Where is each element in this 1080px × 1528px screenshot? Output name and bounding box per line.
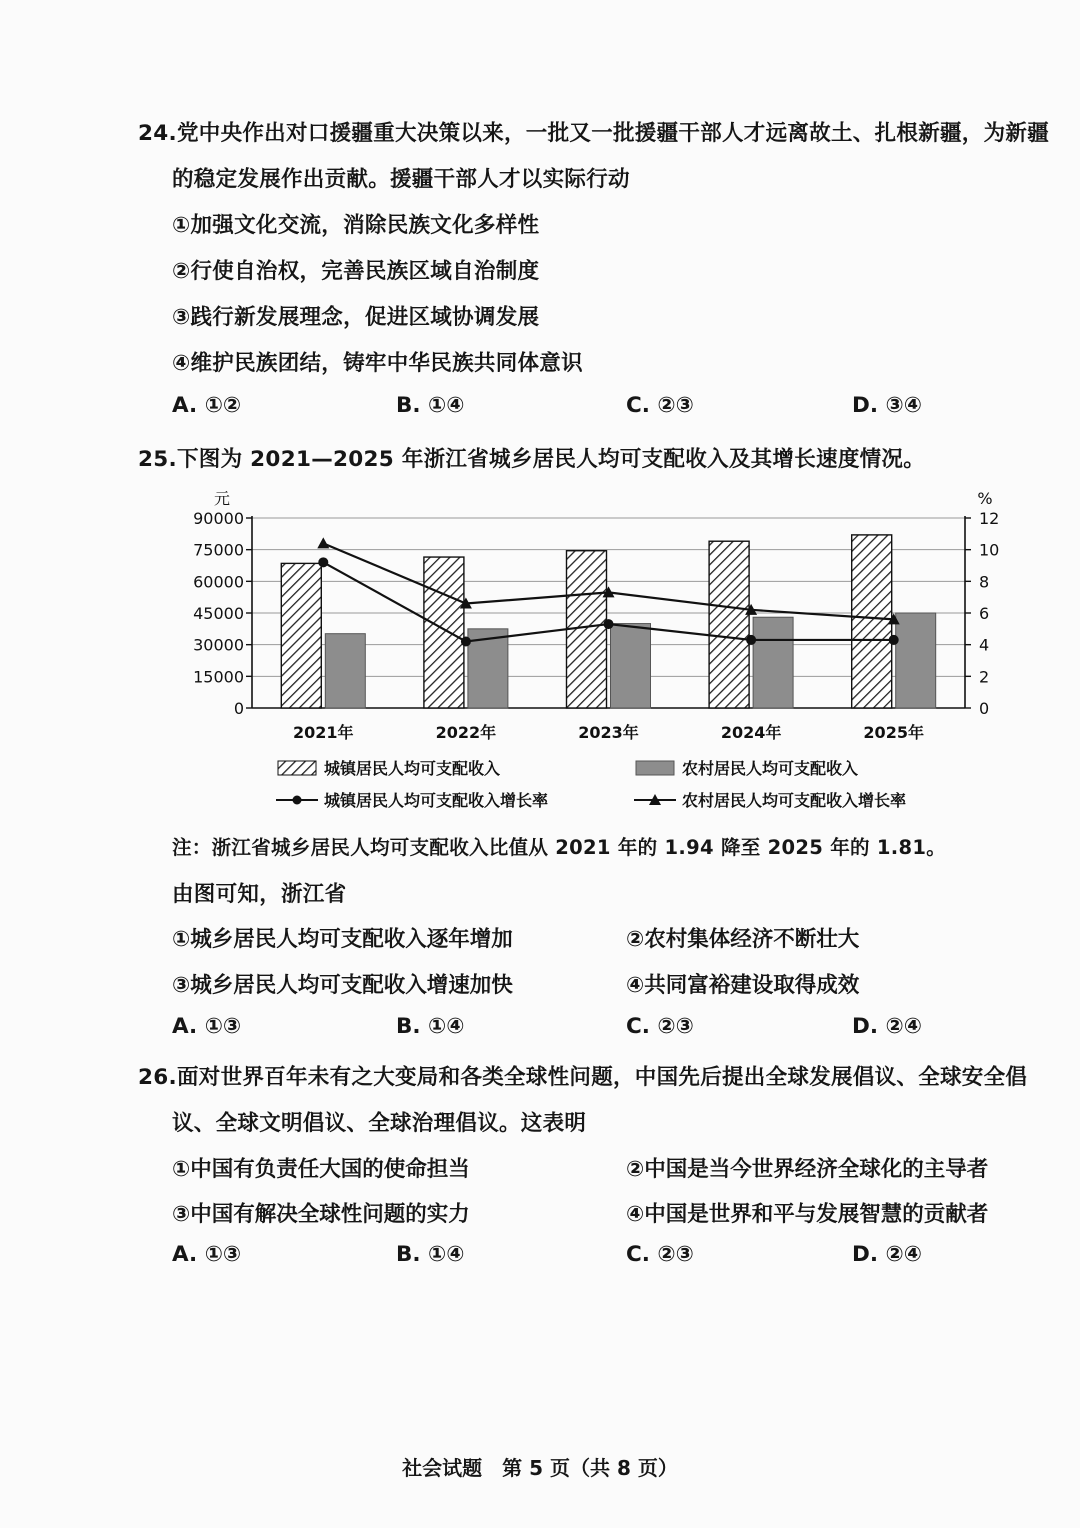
urban-growth-point bbox=[604, 619, 614, 629]
income-chart bbox=[160, 480, 1000, 820]
urban-growth-line bbox=[323, 562, 893, 641]
q26-option-1: ①中国有负责任大国的使命担当 bbox=[172, 1157, 470, 1182]
q24-option-2: ②行使自治权，完善民族区域自治制度 bbox=[172, 259, 540, 284]
y-tick-label-right: 6 bbox=[979, 604, 990, 623]
q25-choice-c: C. ②③ bbox=[626, 1014, 694, 1039]
q24-option-4: ④维护民族团结，铸牢中华民族共同体意识 bbox=[172, 351, 583, 376]
x-category-label: 2025年 bbox=[863, 723, 924, 742]
q25-stem: 25.下图为 2021—2025 年浙江省城乡居民人均可支配收入及其增长速度情况。 bbox=[138, 447, 926, 472]
legend-swatch-rural-income bbox=[636, 761, 674, 775]
bar-urban-income bbox=[709, 541, 749, 708]
q24-choice-b: B. ①④ bbox=[396, 393, 465, 418]
x-category-label: 2021年 bbox=[293, 723, 354, 742]
q24-choice-a: A. ①② bbox=[172, 393, 242, 418]
y-tick-label-left: 0 bbox=[233, 699, 244, 718]
legend-swatch-urban-income bbox=[278, 761, 316, 775]
urban-growth-point bbox=[318, 557, 328, 567]
q26-option-3: ③中国有解决全球性问题的实力 bbox=[172, 1202, 470, 1227]
legend-label: 城镇居民人均可支配收入增长率 bbox=[324, 791, 549, 810]
q25-note: 注：浙江省城乡居民人均可支配收入比值从 2021 年的 1.94 降至 2025 年的 1.81。 bbox=[172, 836, 946, 859]
q25-option-1: ①城乡居民人均可支配收入逐年增加 bbox=[172, 927, 513, 952]
x-category-label: 2022年 bbox=[435, 723, 497, 742]
q25-option-2: ②农村集体经济不断壮大 bbox=[626, 927, 860, 952]
bar-rural-income bbox=[325, 634, 365, 708]
q25-option-3: ③城乡居民人均可支配收入增速加快 bbox=[172, 973, 513, 998]
q24-option-3: ③践行新发展理念，促进区域协调发展 bbox=[172, 305, 540, 330]
urban-growth-point bbox=[461, 637, 471, 647]
rural-growth-point bbox=[317, 537, 329, 548]
bar-rural-income bbox=[753, 617, 793, 708]
y-tick-label-right: 4 bbox=[979, 635, 990, 655]
x-category-label: 2023年 bbox=[578, 723, 639, 742]
y-tick-label-left: 90000 bbox=[193, 509, 244, 528]
q26-option-4: ④中国是世界和平与发展智慧的贡献者 bbox=[626, 1202, 989, 1227]
x-category-label: 2024年 bbox=[720, 723, 782, 742]
q24-stem-line1: 24.党中央作出对口援疆重大决策以来，一批又一批援疆干部人才远离故土、扎根新疆，为新疆 bbox=[138, 121, 1049, 146]
q26-choice-c: C. ②③ bbox=[626, 1242, 694, 1267]
y-tick-label-left: 45000 bbox=[193, 604, 244, 623]
y-tick-label-right: 2 bbox=[979, 667, 990, 687]
q25-choice-d: D. ②④ bbox=[852, 1014, 922, 1039]
y-tick-label-left: 30000 bbox=[193, 635, 244, 655]
legend-marker-circle bbox=[293, 796, 302, 805]
y-tick-label-right: 8 bbox=[979, 572, 990, 592]
q25-option-4: ④共同富裕建设取得成效 bbox=[626, 973, 860, 998]
q26-choice-d: D. ②④ bbox=[852, 1242, 922, 1267]
q26-choice-b: B. ①④ bbox=[396, 1242, 465, 1267]
bar-rural-income bbox=[611, 624, 651, 708]
page-footer: 社会试题 第 5 页（共 8 页） bbox=[402, 1456, 678, 1480]
q24-stem-line2: 的稳定发展作出贡献。援疆干部人才以实际行动 bbox=[172, 167, 630, 192]
y-axis-unit-right: % bbox=[977, 489, 993, 508]
urban-growth-point bbox=[746, 635, 756, 645]
y-tick-label-right: 0 bbox=[979, 699, 990, 718]
legend-label: 城镇居民人均可支配收入 bbox=[324, 759, 501, 778]
q25-choice-a: A. ①③ bbox=[172, 1014, 242, 1039]
bar-urban-income bbox=[424, 557, 464, 708]
q25-lead: 由图可知，浙江省 bbox=[172, 882, 347, 907]
q26-choice-a: A. ①③ bbox=[172, 1242, 242, 1267]
q26-stem-line2: 议、全球文明倡议、全球治理倡议。这表明 bbox=[172, 1111, 587, 1136]
q24-option-1: ①加强文化交流，消除民族文化多样性 bbox=[172, 213, 540, 238]
q24-choice-d: D. ③④ bbox=[852, 393, 922, 418]
bar-rural-income bbox=[896, 613, 936, 708]
y-tick-label-right: 12 bbox=[979, 509, 1000, 528]
urban-growth-point bbox=[889, 635, 899, 645]
y-tick-label-left: 75000 bbox=[193, 540, 244, 560]
q25-choice-b: B. ①④ bbox=[396, 1014, 465, 1039]
legend-label: 农村居民人均可支配收入增长率 bbox=[682, 791, 907, 810]
q24-choice-c: C. ②③ bbox=[626, 393, 694, 418]
y-tick-label-right: 10 bbox=[979, 540, 1000, 560]
bar-urban-income bbox=[281, 563, 321, 708]
q26-stem-line1: 26.面对世界百年未有之大变局和各类全球性问题，中国先后提出全球发展倡议、全球安全倡 bbox=[138, 1065, 1028, 1090]
y-tick-label-left: 15000 bbox=[193, 667, 244, 687]
legend-label: 农村居民人均可支配收入 bbox=[682, 759, 859, 778]
y-tick-label-left: 60000 bbox=[193, 572, 244, 592]
bar-urban-income bbox=[852, 535, 892, 708]
q26-option-2: ②中国是当今世界经济全球化的主导者 bbox=[626, 1157, 989, 1182]
y-axis-unit-left: 元 bbox=[213, 489, 231, 508]
